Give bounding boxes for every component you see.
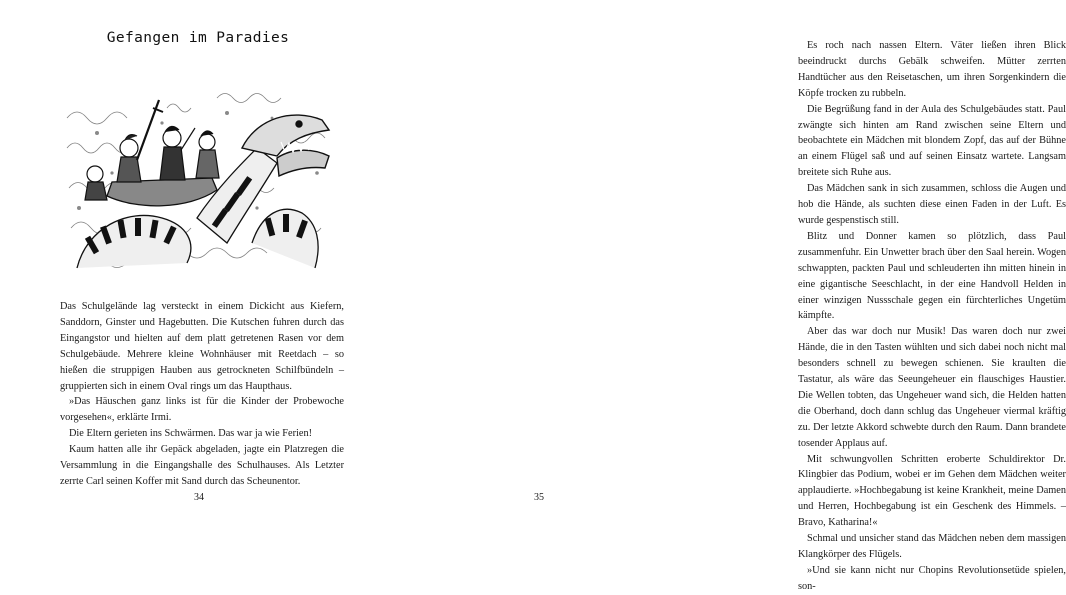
sea-monster-illustration (67, 78, 335, 276)
left-body-text (60, 299, 344, 490)
left-page (0, 0, 375, 532)
paragraph: »Das Häuschen ganz links ist für die Kinder der Probewoche vorgesehen«, erklärte Irmi. (60, 396, 344, 424)
right-body-text (798, 38, 1066, 595)
paragraph: Kaum hatten alle ihr Gepäck abgeladen, jagte ein Platzregen die Versammlung in die Eingangshalle des Schulhauses. Als Letzter zerrte Carl seinen Koffer mit Sand durch das Scheunentor. (60, 444, 344, 487)
paragraph: Die Eltern gerieten ins Schwärmen. Das war ja wie Ferien! (69, 428, 313, 440)
paragraph: Das Mädchen sank in sich zusammen, schloss die Augen und hob die Hände, als suchten diese einen Faden in der Luft. Es wurde gespenstisch still. (798, 183, 1066, 226)
paragraph: Die Begrüßung fand in der Aula des Schulgebäudes statt. Paul zwängte sich hinten am Rand zwischen seine Eltern und beobachtete ein Mädchen mit blondem Zopf, das auf der Bühne an einem Flügel saß und auf seinen Einsatz wartete. Langsam breitete sich Ruhe aus. (798, 103, 1066, 179)
paragraph: Das Schulgelände lag versteckt in einem Dickicht aus Kiefern, Sanddorn, Ginster und Hagebutten. Die Kutschen fuhren durch das Eingangstor und hielten auf dem platt getretenen Rasen vor dem Schulgebäude. Mehrere kleine Wohnhäuser mit Reetdach – so hießen die struppigen Hauben aus getrockneten Schilfbündeln – gruppierten sich in einem Oval rings um das Haupthaus. (60, 301, 344, 392)
page-number: 35 (534, 492, 544, 503)
paragraph: Aber das war doch nur Musik! Das waren doch nur zwei Hände, die in den Tasten wühlten und sich dabei noch nicht mal besonders schnell zu bewegen schienen. Sie kraulten die Tastatur, als wäre das Seeungeheuer ein flauschiges Haustier. Die Wellen tobten, das Ungeheuer wand sich, die Helden hatten die Oberhand, doch dann schlug das Ungeheuer viermal kräftig zu. Der letzte Akkord schwebte durch den Raum. Dann brandete tosender Applaus auf. (798, 326, 1066, 449)
chapter-title: Gefangen im Paradies (106, 30, 290, 46)
right-page (375, 0, 1066, 592)
paragraph: »Und sie kann nicht nur Chopins Revolutionsetüde spielen, son- (798, 564, 1066, 592)
paragraph: Schmal und unsicher stand das Mädchen neben dem massigen Klangkörper des Flügels. (798, 533, 1066, 560)
paragraph: Mit schwungvollen Schritten eroberte Schuldirektor Dr. Klingbier das Podium, wobei er im Gehen dem Mädchen weiter applaudierte. »Hochbegabung ist keine Krankheit, meine Damen und Herren, Hochbegabung ist ein Geschenk des Himmels. – Bravo, Katharina!« (798, 453, 1066, 529)
paragraph: Es roch nach nassen Eltern. Väter ließen ihren Blick beeindruckt durchs Gebälk schweifen. Mütter zerrten Handtücher aus den Reisetaschen, um ihren Sorgenkindern die Köpfe trocken zu rubbeln. (798, 40, 1066, 99)
paragraph: Blitz und Donner kamen so plötzlich, dass Paul zusammenfuhr. Ein Unwetter brach über den Saal herein. Wogen schwappten, packten Paul und schleuderten ihn mitten hinein in eine gigantische Seeschlacht, in der eine Handvoll Helden in einer winzigen Nussschale gegen ein fürchterliches Ungetüm kämpfte. (798, 230, 1066, 322)
page-number: 34 (194, 492, 204, 503)
